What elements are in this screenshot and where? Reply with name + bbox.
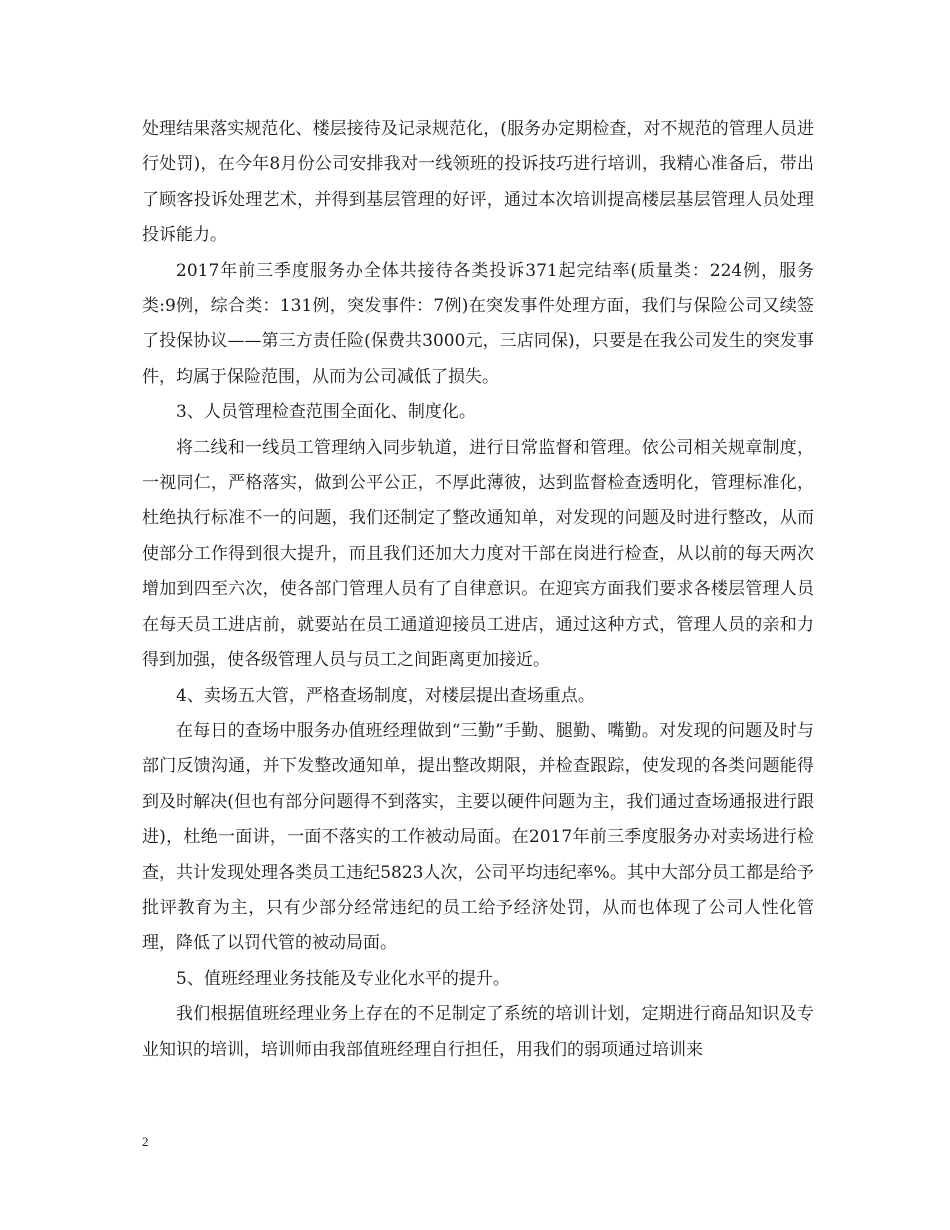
section-heading-duty-manager-skills: 5、值班经理业务技能及专业化水平的提升。 (176, 968, 510, 989)
page-number: 2 (142, 1134, 149, 1149)
document-body (142, 112, 814, 1068)
paragraph-duty-manager-training: 我们根据值班经理业务上存在的不足制定了系统的培训计划，定期进行商品知识及专业知识的培训，培训师由我部值班经理自行担任，用我们的弱项通过培训来 (142, 1004, 814, 1060)
paragraph-complaint-statistics: 2017年前三季度服务办全体共接待各类投诉371起完结率(质量类：224例，服务类:9例，综合类：131例，突发事件：7例)在突发事件处理方面，我们与保险公司又续签了投保协议——第三方责任险(保费共3000元，三店同保)，只要是在我公司发生的突发事件，均属于保险范围，从而为公司减低了损失。 (142, 260, 814, 387)
paragraph-complaint-handling: 处理结果落实规范化、楼层接待及记录规范化，(服务办定期检查，对不规范的管理人员进行处罚)，在今年8月份公司安排我对一线领班的投诉技巧进行培训，我精心准备后，带出了顾客投诉处理艺术，并得到基层管理的好评，通过本次培训提高楼层基层管理人员处理投诉能力。 (142, 119, 814, 246)
section-heading-personnel-management: 3、人员管理检查范围全面化、制度化。 (176, 402, 476, 423)
paragraph-floor-inspection: 在每日的查场中服务办值班经理做到“三勤”手勤、腿勤、嘴勤。对发现的问题及时与部门反馈沟通，并下发整改通知单，提出整改期限，并检查跟踪，使发现的各类问题能得到及时解决(但也有部分问题得不到落实，主要以硬件问题为主，我们通过查场通报进行跟进)，杜绝一面讲，一面不落实的工作被动局面。在2017年前三季度服务办对卖场进行检查，共计发现处理各类员工违纪5823人次，公司平均违纪率%。其中大部分员工都是给予批评教育为主，只有少部分经常违纪的员工给予经济处罚，从而也体现了公司人性化管理，降低了以罚代管的被动局面。 (142, 720, 814, 954)
paragraph-personnel-management: 将二线和一线员工管理纳入同步轨道，进行日常监督和管理。依公司相关规章制度，一视同仁，严格落实，做到公平公正，不厚此薄彼，达到监督检查透明化，管理标准化，杜绝执行标准不一的问题，我们还制定了整改通知单，对发现的问题及时进行整改，从而使部分工作得到很大提升，而且我们还加大力度对干部在岗进行检查，从以前的每天两次增加到四至六次，使各部门管理人员有了自律意识。在迎宾方面我们要求各楼层管理人员在每天员工进店前，就要站在员工通道迎接员工进店，通过这种方式，管理人员的亲和力得到加强，使各级管理人员与员工之间距离更加接近。 (142, 437, 814, 671)
section-heading-floor-inspection: 4、卖场五大管，严格查场制度，对楼层提出查场重点。 (176, 685, 595, 706)
